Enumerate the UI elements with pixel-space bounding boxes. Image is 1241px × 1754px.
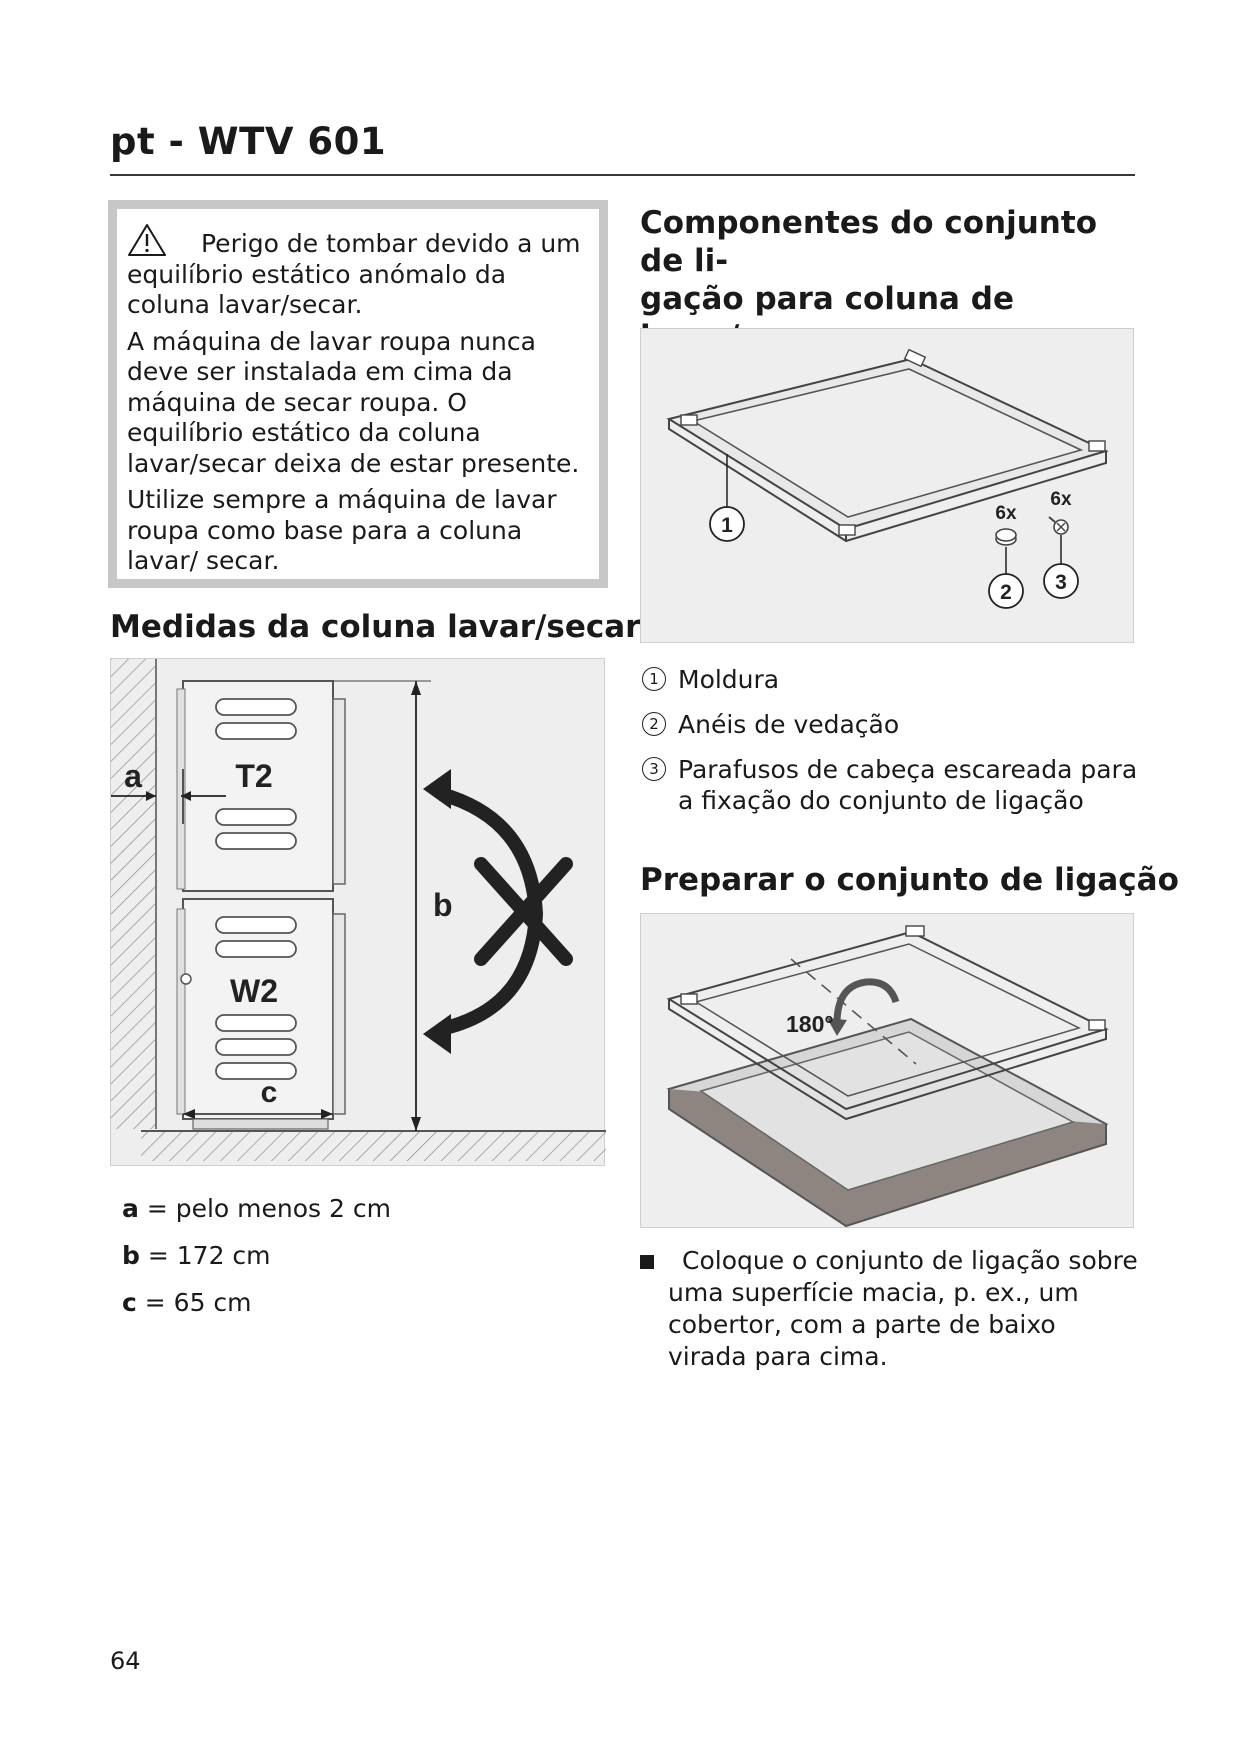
warning-triangle-icon: [127, 223, 167, 257]
instruction-step: [640, 1245, 1140, 1373]
prepare-figure: [640, 913, 1134, 1228]
dimension-b-value: = 172 cm: [147, 1241, 271, 1270]
prepare-heading: Preparar o conjunto de ligação: [640, 862, 1179, 898]
dimension-a-value: = pelo menos 2 cm: [146, 1194, 391, 1223]
instruction-text: Coloque o conjunto de ligação sobre uma superfície macia, p. ex., um cobertor, com a parte de baixo virada para cima.: [668, 1246, 1138, 1371]
legend-number-2: 2: [642, 712, 666, 736]
warning-paragraph-1: [127, 223, 587, 321]
stack-dimensions-figure: [110, 658, 605, 1166]
dryer-label: T2: [235, 758, 273, 794]
washer-label: W2: [230, 973, 278, 1009]
callout-2-label: 2: [1000, 581, 1012, 604]
seal-quantity: 6x: [995, 503, 1017, 524]
callout-1-label: 1: [721, 514, 733, 537]
wall-hatch: [111, 659, 156, 1129]
dimension-c-value: = 65 cm: [144, 1288, 252, 1317]
screw-icon: [1049, 517, 1068, 534]
header-divider: [110, 174, 1135, 176]
warning-box: [108, 200, 608, 588]
floor-hatch: [141, 1131, 606, 1161]
legend-item-1: [642, 664, 1142, 695]
warning-paragraph-3: Utilize sempre a máquina de lavar roupa como base para a coluna lavar/ secar.: [127, 485, 557, 575]
rotation-label: 180°: [786, 1011, 834, 1037]
dimension-a-label: a: [124, 758, 142, 794]
legend-item-3: [642, 754, 1142, 816]
legend-text-3: Parafusos de cabeça escareada para a fixação do conjunto de ligação: [678, 755, 1138, 815]
components-heading-line-2: gação para coluna de: [640, 281, 1014, 317]
dimension-c-label: c: [260, 1076, 278, 1109]
legend-number-1: 1: [642, 667, 666, 691]
warning-text-1: Perigo de tombar devido a um equilíbrio estático anómalo da coluna lavar/secar.: [127, 229, 581, 319]
components-figure: [640, 328, 1134, 643]
callout-3-label: 3: [1055, 571, 1067, 594]
legend-item-2: [642, 709, 1142, 740]
dimension-c-row: [122, 1288, 252, 1317]
page-number: 64: [110, 1647, 141, 1675]
bullet-square-icon: [640, 1255, 654, 1269]
dryer-unit: [177, 681, 345, 891]
legend-text-1: Moldura: [678, 665, 780, 694]
legend-number-3: 3: [642, 757, 666, 781]
dimension-b-key: b: [122, 1241, 140, 1270]
dimension-a-row: [122, 1194, 391, 1223]
prepare-drawing: [641, 914, 1135, 1229]
dimension-b: [333, 681, 453, 1131]
dimension-b-label: b: [433, 887, 453, 923]
dimension-c-key: c: [122, 1288, 137, 1317]
page-title: pt - WTV 601: [110, 120, 387, 163]
legend-text-2: Anéis de vedação: [678, 710, 900, 739]
measures-heading: Medidas da coluna lavar/secar: [110, 609, 641, 645]
screw-quantity: 6x: [1050, 489, 1072, 510]
components-heading-line-1: Componentes do conjunto de li-: [640, 205, 1097, 279]
components-drawing: [641, 329, 1135, 644]
stack-dimensions-drawing: [111, 659, 606, 1167]
warning-paragraph-2: A máquina de lavar roupa nunca deve ser instalada em cima da máquina de secar roupa. O equilíbrio estático da coluna lavar/secar deixa de estar presente.: [127, 326, 580, 478]
seal-ring-icon: [996, 529, 1016, 545]
dimension-b-row: [122, 1241, 271, 1270]
dimension-a-key: a: [122, 1194, 139, 1223]
